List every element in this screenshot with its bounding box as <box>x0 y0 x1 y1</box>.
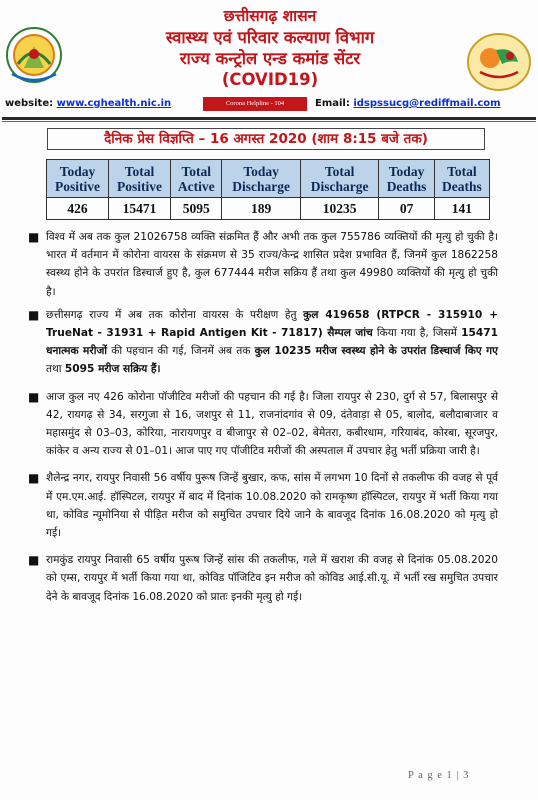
department-title <box>90 6 450 90</box>
bullet-death-ramkund <box>26 551 498 606</box>
header-total-positive: Total Positive <box>109 160 171 198</box>
email-label: Email: <box>315 98 354 109</box>
control-center-name: राज्य कन्ट्रोल एन्ड कमांड सेंटर <box>179 49 361 68</box>
bullet-text: विश्व में अब तक कुल 21026758 व्यक्ति संक्रमित हैं और अभी तक कुल 755786 व्यक्तियों की मृत्यु हो चुकी है। भारत में वर्तमान में कोरोना वायरस के संक्रमण से 35 राज्य/केन्द्र शासित प्रदेश प्रभावित हैं, जिनमें कुल 1862258 स्वस्थ्य होने के उपरांत डिस्चार्ज हुए है, कुल 677444 मरीज सक्रिय हैं तथा कुल 49980 व्यक्तियों की मृत्यु हो चुकी है। <box>46 231 498 298</box>
bullet-marker: ■ <box>28 471 40 486</box>
value-total-active: 5095 <box>171 198 222 220</box>
value-today-discharge: 189 <box>222 198 301 220</box>
header-today-deaths: Today Deaths <box>379 160 434 198</box>
bullet-district-cases <box>26 388 498 461</box>
government-name: छत्तीसगढ़ शासन <box>223 7 317 25</box>
bullet-text: रामकुंड रायपुर निवासी 65 वर्षीय पुरूष जिन्हें सांस की तकलीफ, गले में खराश की वजह से दिनांक 05.08.2020 को एम्स, रायपुर में भर्ती किया गया था, कोविड पॉजिटिव इन मरीज को कोविड आई.सी.यू. में भर्ती रख समुचित उपचार देने के बावजूद दिनांक 16.08.2020 को प्रातः इनकी मृत्यु हो गई। <box>46 554 498 603</box>
bullet-marker: ■ <box>28 230 40 244</box>
header-divider <box>2 117 536 120</box>
contact-row <box>0 96 538 114</box>
bullet-world-india-stats <box>26 228 498 301</box>
header-total-discharge: Total Discharge <box>300 160 379 198</box>
stats-header-row <box>47 160 490 198</box>
website <box>5 98 171 109</box>
email <box>315 98 501 109</box>
bullet-text: शैलेन्द्र नगर, रायपुर निवासी 56 वर्षीय पुरूष जिन्हें बुखार, कफ, सांस में लगभग 10 दिनों से तकलीफ की वजह से पूर्व में एम.एम.आई. हॉस्पिटल, रायपुर में बाद में दिनांक 10.08.2020 को रामकृष्ण हॉस्पिटल, रायपुर में भर्ती किया गया था, कोविड न्यूमोनिया से पीड़ित मरीज को समुचित उपचार दिये जाने के बावजूद दिनांक 16.08.2020 को मृत्यु हो गई। <box>46 472 498 540</box>
website-label: website: <box>5 98 57 109</box>
covid-label: (COVID19) <box>221 70 319 89</box>
value-total-positive: 15471 <box>109 198 171 220</box>
value-today-positive: 426 <box>47 198 109 220</box>
bullet-death-shailendra-nagar <box>26 469 498 542</box>
bullet-marker: ■ <box>28 553 40 568</box>
bullet-marker: ■ <box>28 389 40 404</box>
header-today-discharge: Today Discharge <box>222 160 301 198</box>
header <box>0 4 538 98</box>
value-total-deaths: 141 <box>434 198 489 220</box>
press-bullets <box>26 228 498 606</box>
website-link[interactable]: www.cghealth.nic.in <box>56 98 172 109</box>
page-number: P a g e 1 | 3 <box>408 770 470 781</box>
email-link[interactable]: idspssucg@rediffmail.com <box>353 98 501 109</box>
stats-values-row <box>47 198 490 220</box>
health-department-logo-icon <box>466 32 532 92</box>
value-today-deaths: 07 <box>379 198 434 220</box>
bullet-text: आज कुल नए 426 कोरोना पॉजीटिव मरीजों की पहचान की गई है। जिला रायपुर से 230, दुर्ग से 57, बिलासपुर से 42, रायगढ़ से 34, सरगुजा से 16, जशपुर से 11, राजनांदगांव से 09, दंतेवाड़ा से 05, बालोद, बलौदाबाजार व महासमुंद से 03–03, कोरिया, नारायणपुर व बीजापुर से 02–02, बेमेतरा, कबीरधाम, गरियाबंद, कोरबा, सूरजपुर, कांकेर व अन्य राज्य से 01–01। आज पाए गए पॉजीटिव मरीजों की अस्पताल में उपचार हेतु भर्ती प्रक्रिया जारी है। <box>46 390 498 458</box>
bullet-state-testing: ■ छत्तीसगढ़ राज्य में अब तक कोरोना वायरस के परीक्षण हेतु कुल 419658 (RTPCR - 315910 + TrueNat - 31931 + Rapid Antigen Kit - 71817) सैम्पल जांच किया गया है, जिसमें 15471 धनात्मक मरीजों की पहचान की गई, जिनमें अब तक कुल 10235 मरीज स्वस्थ्य होने के उपरांत डिस्चार्ज किए गए तथा 5095 मरीज सक्रिय हैं। <box>28 307 498 376</box>
header-divider-thin <box>2 121 536 122</box>
covid-stats-table <box>46 159 490 220</box>
cg-government-logo-icon <box>4 24 64 86</box>
helpline-badge: Corona Helpline - 104 <box>203 97 307 111</box>
header-total-active: Total Active <box>171 160 222 198</box>
header-today-positive: Today Positive <box>47 160 109 198</box>
bullet-marker: ■ <box>28 307 40 322</box>
press-release-title: दैनिक प्रेस विज्ञप्ति – 16 अगस्त 2020 (शाम 8:15 बजे तक) <box>47 128 485 150</box>
value-total-discharge: 10235 <box>300 198 379 220</box>
header-total-deaths: Total Deaths <box>434 160 489 198</box>
department-name: स्वास्थ्य एवं परिवार कल्याण विभाग <box>165 28 375 47</box>
